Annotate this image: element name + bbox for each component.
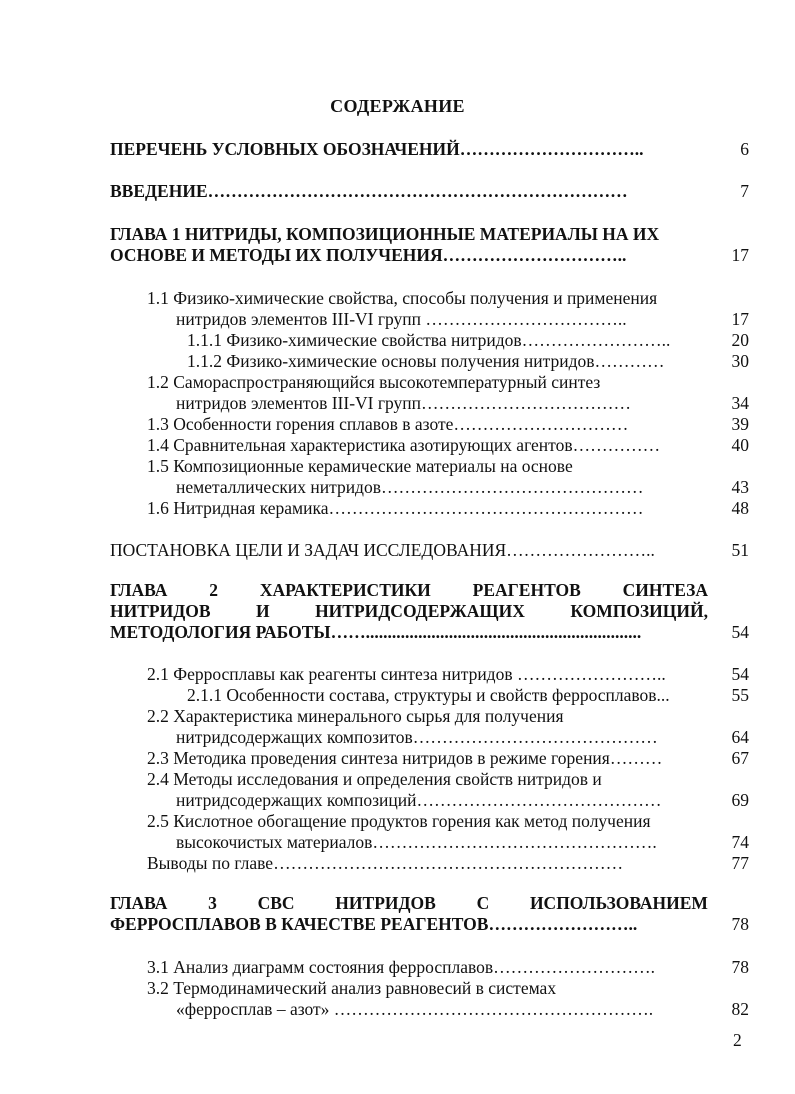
toc-section-3-2: 3.2 Термодинамический анализ равновесий в системах	[147, 978, 557, 998]
toc-page-number: 43	[731, 477, 749, 497]
toc-page-number: 20	[731, 330, 749, 350]
word: ХАРАКТЕРИСТИКИ	[259, 580, 431, 600]
word: НИТРИДОВ	[110, 601, 211, 621]
toc-page-number: 39	[731, 414, 749, 434]
toc-section-2-3: 2.3 Методика проведения синтеза нитридов в режиме горения………	[147, 748, 663, 768]
word: ИСПОЛЬЗОВАНИЕМ	[529, 893, 708, 913]
toc-chapter-1-title: ГЛАВА 1 НИТРИДЫ, КОМПОЗИЦИОННЫЕ МАТЕРИАЛЫ НА ИХ	[110, 224, 660, 244]
toc-page-number: 78	[731, 957, 749, 977]
toc-page-number: 51	[731, 540, 749, 560]
toc-page-number: 40	[731, 435, 749, 455]
toc-entry-introduction: ВВЕДЕНИЕ………………………………………………………………	[110, 181, 628, 201]
toc-section-1-5: 1.5 Композиционные керамические материалы на основе	[147, 456, 573, 476]
toc-page-number: 77	[731, 853, 749, 873]
toc-page-number: 82	[731, 999, 749, 1019]
toc-page-number: 78	[731, 914, 749, 934]
toc-page-number: 17	[731, 309, 749, 329]
toc-section-2-1-1: 2.1.1 Особенности состава, структуры и свойств ферросплавов...	[187, 685, 670, 705]
toc-section-1-1-1: 1.1.1 Физико-химические свойства нитридов……………………..	[187, 330, 671, 350]
toc-page-number: 48	[731, 498, 749, 518]
toc-section-1-2-cont: нитридов элементов III-VI групп………………………………	[176, 393, 632, 413]
toc-page-number: 54	[731, 622, 749, 642]
toc-section-2-5: 2.5 Кислотное обогащение продуктов горения как метод получения	[147, 811, 651, 831]
word: С	[476, 893, 490, 913]
toc-section-2-5-cont: высокочистых материалов………………………………………….	[176, 832, 657, 852]
word: СВС	[257, 893, 295, 913]
toc-section-2-2: 2.2 Характеристика минерального сырья для получения	[147, 706, 564, 726]
toc-page-number: 69	[731, 790, 749, 810]
toc-chapter-2-title-end: МЕТОДОЛОГИЯ РАБОТЫ……...............................................................	[110, 622, 642, 642]
word: И	[255, 601, 270, 621]
word: НИТРИДОВ	[335, 893, 436, 913]
toc-page-number: 34	[731, 393, 749, 413]
page-number: 2	[733, 1030, 742, 1050]
toc-entry-abbreviations: ПЕРЕЧЕНЬ УСЛОВНЫХ ОБОЗНАЧЕНИЙ…………………………..	[110, 139, 644, 159]
toc-page-number: 7	[740, 181, 749, 201]
toc-section-2-2-cont: нитридсодержащих композитов……………………………………	[176, 727, 658, 747]
toc-section-1-3: 1.3 Особенности горения сплавов в азоте…………………………	[147, 414, 629, 434]
toc-page-number: 74	[731, 832, 749, 852]
toc-section-1-2: 1.2 Самораспространяющийся высокотемпературный синтез	[147, 372, 601, 392]
word: КОМПОЗИЦИЙ,	[570, 601, 708, 621]
toc-section-1-1-cont: нитридов элементов III-VI групп ……………………………..	[176, 309, 627, 329]
toc-section-1-6: 1.6 Нитридная керамика………………………………………………	[147, 498, 644, 518]
toc-section-3-2-cont: «ферросплав – азот» ……………………………………………….	[176, 999, 654, 1019]
toc-entry-goals: ПОСТАНОВКА ЦЕЛИ И ЗАДАЧ ИССЛЕДОВАНИЯ……………………..	[110, 540, 655, 560]
word: 2	[209, 580, 218, 600]
word: 3	[208, 893, 217, 913]
toc-page-number: 64	[731, 727, 749, 747]
toc-section-1-1: 1.1 Физико-химические свойства, способы получения и применения	[147, 288, 658, 308]
toc-chapter-1-title-cont: ОСНОВЕ И МЕТОДЫ ИХ ПОЛУЧЕНИЯ…………………………..	[110, 245, 627, 265]
page-title: СОДЕРЖАНИЕ	[330, 96, 465, 116]
word: РЕАГЕНТОВ	[472, 580, 581, 600]
toc-section-3-1: 3.1 Анализ диаграмм состояния ферросплавов……………………….	[147, 957, 656, 977]
word: СИНТЕЗА	[622, 580, 708, 600]
toc-chapter-3-title-cont: ФЕРРОСПЛАВОВ В КАЧЕСТВЕ РЕАГЕНТОВ……………………..	[110, 914, 638, 934]
word: НИТРИДСОДЕРЖАЩИХ	[315, 601, 525, 621]
toc-page-number: 54	[731, 664, 749, 684]
toc-chapter-2-title	[110, 580, 708, 601]
toc-section-2-4-cont: нитридсодержащих композиций……………………………………	[176, 790, 662, 810]
word: ГЛАВА	[110, 580, 168, 600]
toc-page-number: 55	[731, 685, 749, 705]
toc-page-number: 67	[731, 748, 749, 768]
toc-section-2-4: 2.4 Методы исследования и определения свойств нитридов и	[147, 769, 602, 789]
toc-section-2-1: 2.1 Ферросплавы как реагенты синтеза нитридов ……………………..	[147, 664, 666, 684]
toc-chapter-2-title-cont	[110, 601, 708, 622]
word: ГЛАВА	[110, 893, 168, 913]
toc-section-1-5-cont: неметаллических нитридов………………………………………	[176, 477, 644, 497]
toc-section-1-4: 1.4 Сравнительная характеристика азотирующих агентов……………	[147, 435, 661, 455]
toc-chapter-3-title	[110, 893, 708, 914]
toc-section-1-1-2: 1.1.2 Физико-химические основы получения нитридов…………	[187, 351, 665, 371]
toc-page-number: 30	[731, 351, 749, 371]
toc-page-number: 17	[731, 245, 749, 265]
toc-section-conclusions: Выводы по главе……………………………………………………	[147, 853, 624, 873]
toc-page-number: 6	[740, 139, 749, 159]
